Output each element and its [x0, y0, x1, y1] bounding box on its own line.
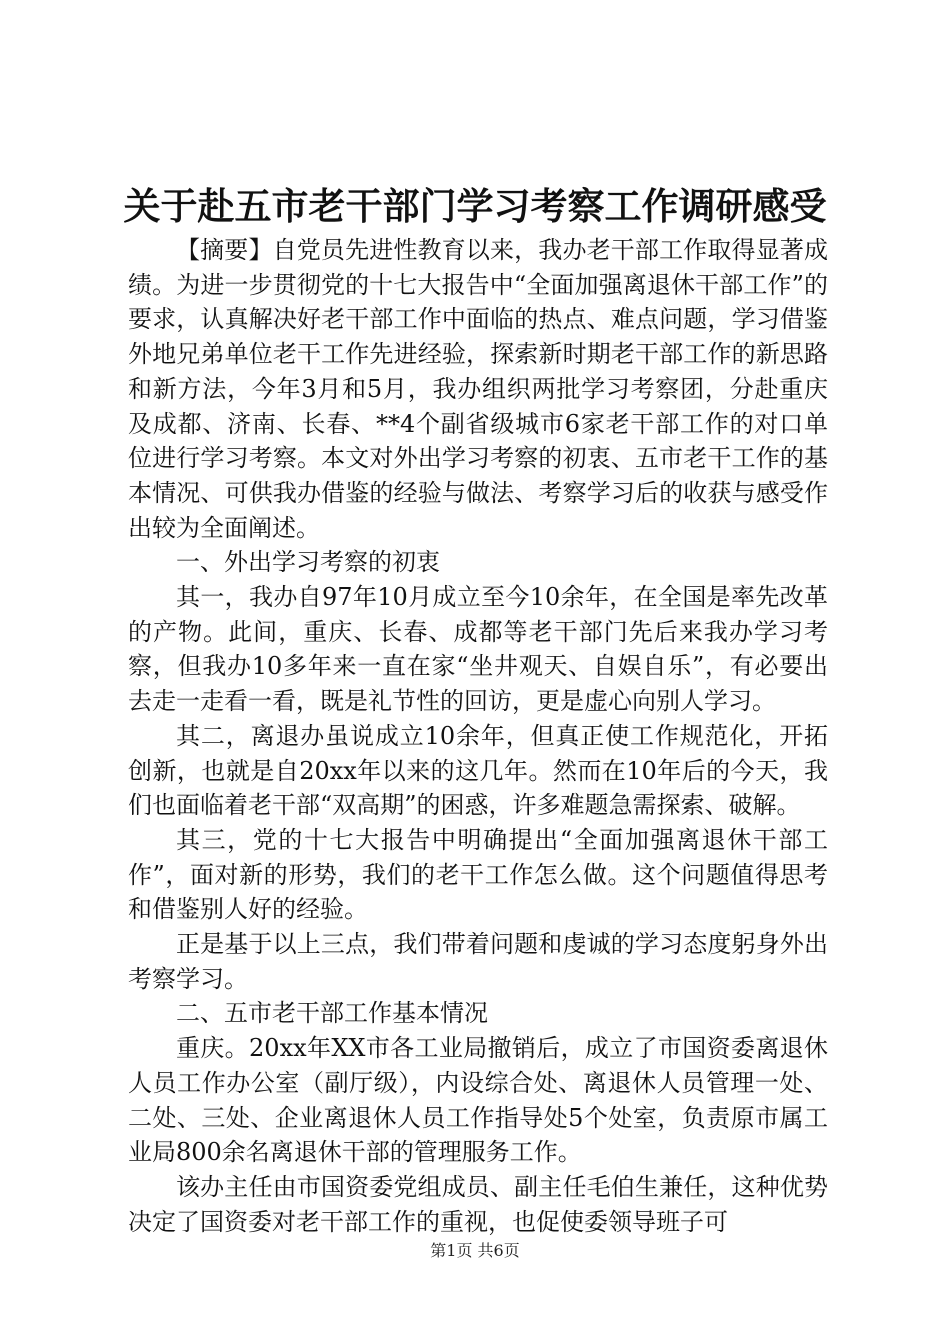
body-paragraph: 其一，我办自97年10月成立至今10余年，在全国是率先改革的产物。此间，重庆、长春、成都等老干部门先后来我办学习考察，但我办10多年来一直在家“坐井观天、自娱自乐”，有必要出去走一走看一看，既是礼节性的回访，更是虚心向别人学习。	[128, 583, 828, 716]
page-number-footer: 第1页 共6页	[430, 1241, 520, 1260]
body-paragraph: 其二，离退办虽说成立10余年，但真正使工作规范化，开拓创新，也就是自20xx年以来的这几年。然而在10年后的今天，我们也面临着老干部“双高期”的困惑，许多难题急需探索、破解。	[128, 721, 828, 820]
abstract-paragraph: 【摘要】自党员先进性教育以来，我办老干部工作取得显著成绩。为进一步贯彻党的十七大报告中“全面加强离退休干部工作”的要求，认真解决好老干部工作中面临的热点、难点问题，学习借鉴外地兄弟单位老干工作先进经验，探索新时期老干部工作的新思路和新方法，今年3月和5月，我办组织两批学习考察团，分赴重庆及成都、济南、长春、**4个副省级城市6家老干部工作的对口单位进行学习考察。本文对外出学习考察的初衷、五市老干工作的基本情况、可供我办借鉴的经验与做法、考察学习后的收获与感受作出较为全面阐述。	[128, 236, 828, 542]
document-body	[128, 233, 828, 1239]
body-paragraph: 正是基于以上三点，我们带着问题和虔诚的学习态度躬身外出考察学习。	[128, 930, 828, 993]
section-heading-2: 二、五市老干部工作基本情况	[176, 999, 488, 1028]
document-title: 关于赴五市老干部门学习考察工作调研感受	[123, 184, 827, 228]
section-heading-1: 一、外出学习考察的初衷	[176, 548, 440, 577]
body-paragraph: 重庆。20xx年XX市各工业局撤销后，成立了市国资委离退休人员工作办公室（副厅级），内设综合处、离退休人员管理一处、二处、三处、企业离退休人员工作指导处5个处室，负责原市属工业局800余名离退休干部的管理服务工作。	[128, 1034, 828, 1167]
body-paragraph: 其三，党的十七大报告中明确提出“全面加强离退休干部工作”，面对新的形势，我们的老干工作怎么做。这个问题值得思考和借鉴别人好的经验。	[128, 825, 828, 924]
body-paragraph: 该办主任由市国资委党组成员、副主任毛伯生兼任，这种优势决定了国资委对老干部工作的重视，也促使委领导班子可	[128, 1172, 828, 1236]
